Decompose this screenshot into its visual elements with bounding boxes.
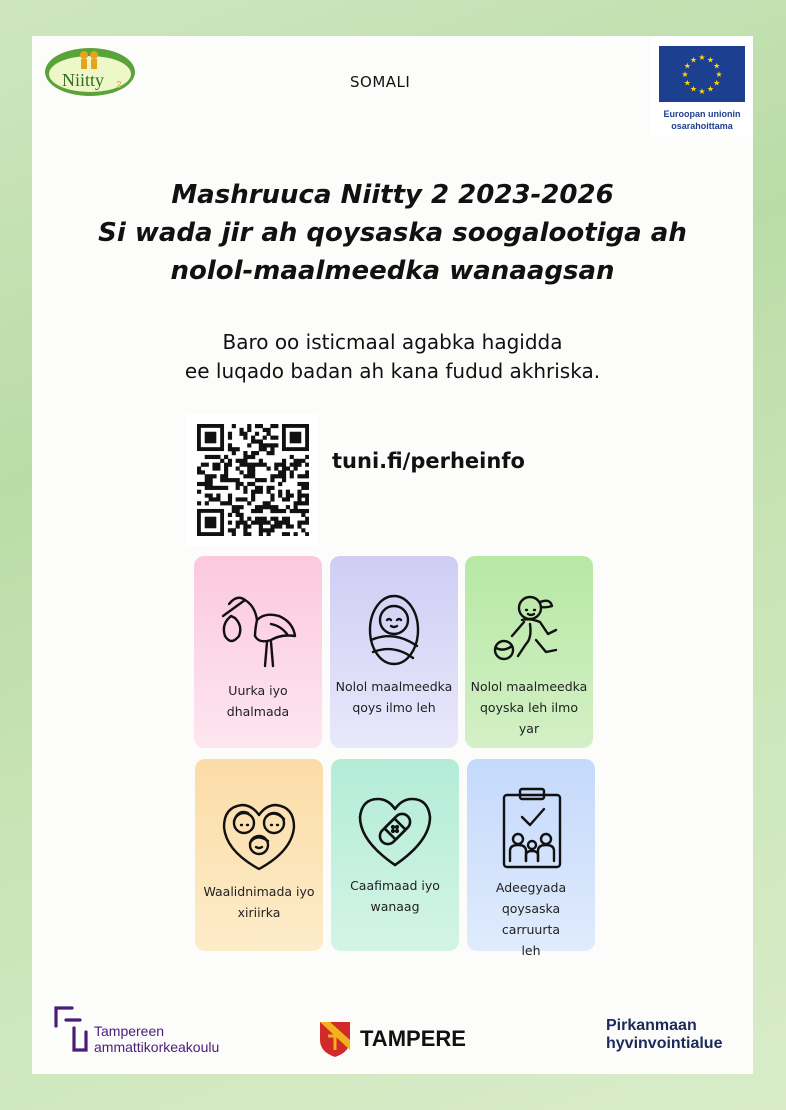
card-label-line1: Waalidnimada iyo (203, 884, 315, 899)
eu-funding-logo (651, 36, 753, 136)
pirkanmaan-logo (606, 1017, 746, 1057)
family-heart-icon (216, 795, 302, 875)
card-label-line1: Uurka iyo (228, 683, 288, 698)
title-line3: nolol-maalmeedka wanaagsan (170, 256, 615, 286)
card-health-wellbeing[interactable] (331, 759, 459, 951)
eu-text-line2: osarahoittama (671, 121, 733, 131)
eu-star-icon: ★ (698, 53, 706, 62)
language-label: SOMALI (350, 73, 411, 91)
eu-star-icon: ★ (689, 55, 698, 65)
eu-star-icon: ★ (689, 84, 698, 94)
niitty-logo (44, 46, 136, 98)
card-small-child-daily-life[interactable] (465, 556, 593, 748)
eu-text-line1: Euroopan unionin (663, 109, 741, 119)
eu-star-icon: ★ (681, 70, 689, 79)
clipboard-family-icon (488, 785, 574, 869)
tampere-crest-icon (318, 1020, 352, 1058)
qr-code[interactable] (187, 414, 319, 546)
eu-star-icon: ★ (706, 84, 715, 94)
niitty-logo-text: Niitty (62, 70, 105, 90)
eu-star-icon: ★ (683, 78, 691, 88)
intro-line2: ee luqado badan ah kana fudud akhriska. (184, 359, 601, 383)
tamk-emblem-icon (52, 1002, 92, 1054)
card-pregnancy-birth[interactable] (194, 556, 322, 748)
title-line2: Si wada jir ah qoysaska soogalootiga ah (98, 218, 687, 248)
eu-star-icon: ★ (683, 61, 691, 71)
baby-icon (351, 590, 437, 670)
card-label-line2: dhalmada (226, 704, 290, 719)
eu-star-icon: ★ (713, 61, 721, 71)
title-line1: Mashruuca Niitty 2 2023-2026 (171, 180, 614, 210)
heart-bandage-icon (352, 793, 438, 873)
card-parenting-relationships[interactable] (195, 759, 323, 951)
card-label-line2: qoyska leh ilmo yar (480, 700, 578, 736)
card-label-line3: leh (521, 943, 541, 958)
card-label-line2: wanaag (370, 899, 420, 914)
tamk-text-line1: Tampereen (94, 1023, 165, 1039)
intro-text (32, 328, 753, 386)
tampere-logo (318, 1020, 478, 1060)
card-label-line1: Caafimaad iyo (350, 878, 440, 893)
resource-link[interactable]: tuni.fi/perheinfo (332, 449, 525, 473)
tamk-text-line2: ammattikorkeakoulu (94, 1039, 220, 1055)
card-label-line2: qoysaska carruurta (501, 901, 561, 937)
stork-icon (215, 590, 301, 670)
eu-star-icon: ★ (713, 78, 721, 88)
card-label-line1: Nolol maalmeedka (335, 679, 453, 694)
card-family-daily-life[interactable] (330, 556, 458, 748)
eu-star-icon: ★ (698, 87, 706, 96)
eu-star-icon: ★ (706, 55, 715, 65)
card-label-line2: qoys ilmo leh (352, 700, 436, 715)
niitty-logo-sub: 2 (116, 80, 122, 91)
card-label-line2: xiriirka (237, 905, 281, 920)
pirk-text-line2: hyvinvointialue (606, 1035, 723, 1052)
card-label-line1: Nolol maalmeedka (470, 679, 588, 694)
pirk-text-line1: Pirkanmaan (606, 1017, 697, 1034)
eu-star-icon: ★ (715, 70, 723, 79)
card-family-services[interactable] (467, 759, 595, 958)
card-label-line1: Adeegyada (495, 880, 567, 895)
poster (32, 36, 753, 1074)
tampere-text: TAMPERE (360, 1026, 466, 1051)
tamk-logo (52, 1002, 242, 1058)
page-title (32, 176, 753, 290)
child-ball-icon (486, 590, 572, 670)
intro-line1: Baro oo isticmaal agabka hagidda (222, 330, 563, 354)
